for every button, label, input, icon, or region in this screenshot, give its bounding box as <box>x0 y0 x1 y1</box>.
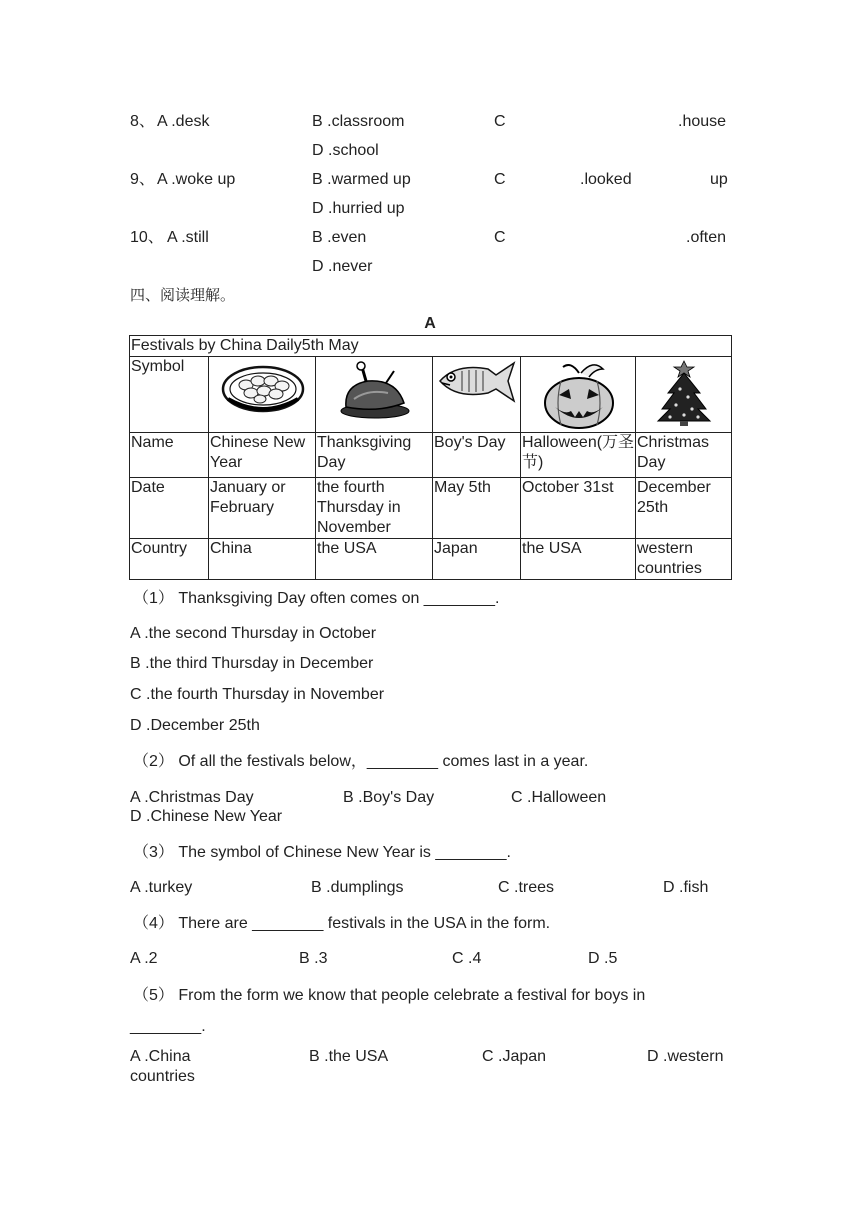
option-d: D .Chinese New Year <box>130 808 283 825</box>
table-cell: January or February <box>209 478 316 539</box>
table-cell: May 5th <box>433 478 521 539</box>
dumplings-plate-icon <box>220 359 306 415</box>
table-cell: Halloween(万圣节) <box>521 433 636 478</box>
table-cell: Thanksgiving Day <box>316 433 433 478</box>
table-title: Festivals by China Daily5th May <box>130 336 732 357</box>
table-cell: the USA <box>316 539 433 580</box>
question-stem: （5） From the form we know that people celebrate a festival for boys in <box>133 987 646 1004</box>
option-d: D .school <box>312 142 379 159</box>
option-b: B .the third Thursday in December <box>130 655 374 672</box>
table-cell: western countries <box>636 539 732 580</box>
option-a: A .China <box>130 1048 191 1065</box>
row-label: Date <box>130 478 209 539</box>
option-a: A .still <box>167 229 209 246</box>
option-b: B .dumplings <box>311 879 404 896</box>
christmas-tree-icon <box>656 359 712 427</box>
question-stem: （4） There are ________ festivals in the USA in the form. <box>133 915 551 932</box>
question-stem: （1） Thanksgiving Day often comes on ________. <box>133 590 500 607</box>
option-a: A .the second Thursday in October <box>130 625 377 642</box>
option-b: B .classroom <box>312 113 405 130</box>
option-d-continued: countries <box>130 1068 195 1085</box>
symbol-cell <box>636 357 732 433</box>
option-d: D .never <box>312 258 373 275</box>
option-c-text: .house <box>678 113 727 130</box>
question-stem: （3） The symbol of Chinese New Year is ________. <box>133 844 511 861</box>
option-c-label: C <box>494 113 506 130</box>
table-row <box>130 539 732 580</box>
option-d: D .December 25th <box>130 717 260 734</box>
option-c-text: .looked <box>580 171 632 188</box>
table-cell: the USA <box>521 539 636 580</box>
table-row <box>130 357 732 433</box>
option-c: C .4 <box>452 950 482 967</box>
symbol-cell <box>209 357 316 433</box>
option-d: D .western <box>647 1048 724 1065</box>
option-c: C .Halloween <box>511 789 607 806</box>
option-a: A .turkey <box>130 879 193 896</box>
question-number: 10、 <box>130 229 164 246</box>
option-d: D .5 <box>588 950 618 967</box>
jack-o-lantern-icon <box>541 359 617 431</box>
passage-label: A <box>424 315 436 332</box>
table-cell: Japan <box>433 539 521 580</box>
option-a: A .desk <box>157 113 210 130</box>
option-d: D .hurried up <box>312 200 405 217</box>
option-c-text-end: up <box>710 171 728 188</box>
option-a: A .2 <box>130 950 158 967</box>
option-b: B .warmed up <box>312 171 411 188</box>
option-c: C .trees <box>498 879 555 896</box>
symbol-cell <box>316 357 433 433</box>
table-cell: China <box>209 539 316 580</box>
table-row <box>130 433 732 478</box>
option-c: C .the fourth Thursday in November <box>130 686 385 703</box>
option-b: B .Boy's Day <box>343 789 435 806</box>
table-row <box>130 478 732 539</box>
option-d: D .fish <box>663 879 709 896</box>
table-cell: the fourth Thursday in November <box>316 478 433 539</box>
option-c-label: C <box>494 229 506 246</box>
option-b: B .even <box>312 229 367 246</box>
option-c-text: .often <box>686 229 727 246</box>
option-b: B .3 <box>299 950 328 967</box>
table-cell: Chinese New Year <box>209 433 316 478</box>
festival-table <box>129 335 732 580</box>
question-number: 9、 <box>130 171 155 188</box>
table-cell: October 31st <box>521 478 636 539</box>
row-label: Country <box>130 539 209 580</box>
option-c: C .Japan <box>482 1048 547 1065</box>
section-title: 四、阅读理解。 <box>130 287 236 304</box>
row-label: Name <box>130 433 209 478</box>
table-cell: December 25th <box>636 478 732 539</box>
option-c-label: C <box>494 171 506 188</box>
roast-turkey-icon <box>338 359 412 421</box>
question-number: 8、 <box>130 113 155 130</box>
question-stem: （2） Of all the festivals below，________ comes last in a year. <box>133 753 589 770</box>
question-stem-continued: ________. <box>130 1018 206 1035</box>
option-b: B .the USA <box>309 1048 389 1065</box>
option-a: A .Christmas Day <box>130 789 254 806</box>
fish-icon <box>436 359 518 405</box>
row-label: Symbol <box>130 357 209 433</box>
option-a: A .woke up <box>157 171 236 188</box>
symbol-cell <box>521 357 636 433</box>
symbol-cell <box>433 357 521 433</box>
table-cell: Christmas Day <box>636 433 732 478</box>
table-cell: Boy's Day <box>433 433 521 478</box>
